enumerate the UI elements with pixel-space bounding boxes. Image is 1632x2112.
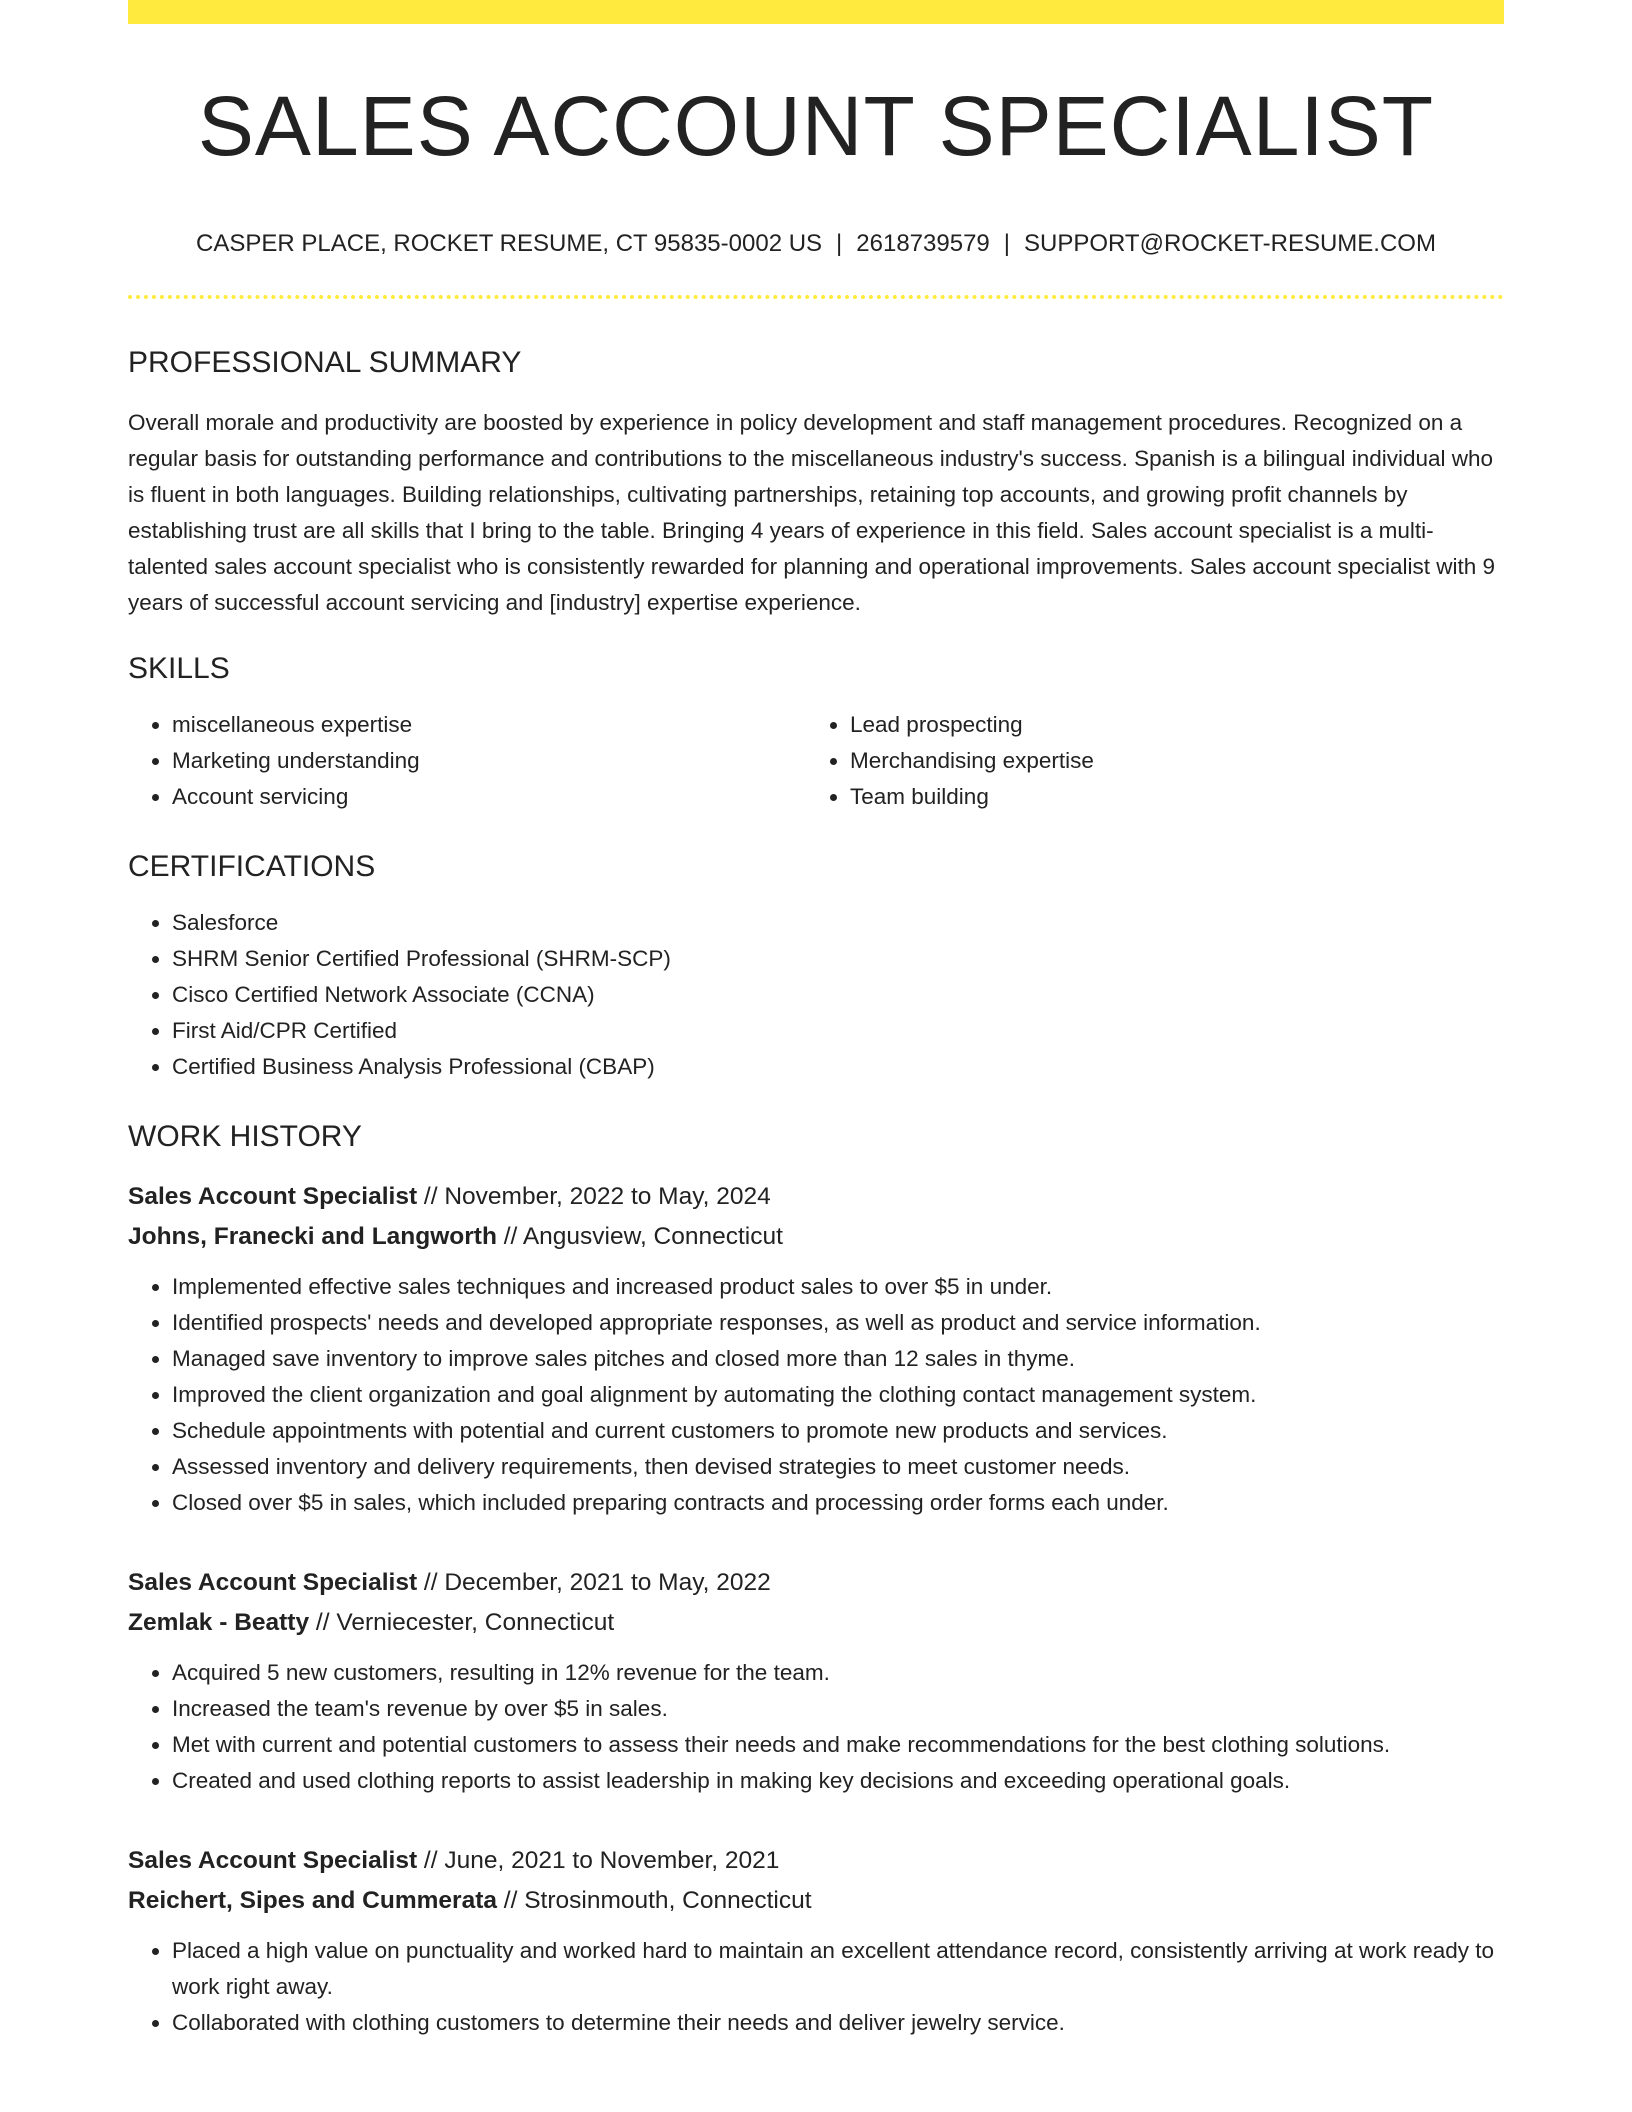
- job-bullet: • Met with current and potential customers to assess their needs and make recommendations for the best clothing solutions.: [172, 1727, 1504, 1763]
- skills-heading: SKILLS: [128, 652, 230, 686]
- job-separator: //: [417, 1183, 445, 1211]
- certifications-heading: CERTIFICATIONS: [128, 850, 376, 884]
- job-bullet: • Acquired 5 new customers, resulting in 12% revenue for the team.: [172, 1655, 1504, 1691]
- contact-email: SUPPORT@ROCKET-RESUME.COM: [1024, 230, 1436, 258]
- job-dates: December, 2021 to May, 2022: [444, 1569, 771, 1597]
- job-company: Zemlak - Beatty: [128, 1609, 310, 1637]
- job-company-line: [128, 1881, 1504, 1921]
- job-location: Verniecester, Connecticut: [336, 1609, 615, 1637]
- skills-right-column: [806, 707, 1484, 815]
- certification-item: • First Aid/CPR Certified: [172, 1013, 1504, 1049]
- skills-list: [128, 707, 1504, 815]
- certification-item: • SHRM Senior Certified Professional (SHRM-SCP): [172, 941, 1504, 977]
- contact-line: [128, 230, 1504, 259]
- job-bullet: • Closed over $5 in sales, which included preparing contracts and processing order forms each under.: [172, 1485, 1504, 1521]
- job-separator: //: [417, 1847, 445, 1875]
- certification-item: • Certified Business Analysis Professional (CBAP): [172, 1049, 1504, 1085]
- resume-page: [128, 0, 1504, 2041]
- certification-item: • Cisco Certified Network Associate (CCNA): [172, 977, 1504, 1013]
- job-role: Sales Account Specialist: [128, 1569, 418, 1597]
- skills-left-column: [128, 707, 806, 815]
- job-entry: [128, 1841, 1504, 2041]
- job-bullet: • Collaborated with clothing customers to determine their needs and deliver jewelry service.: [172, 2005, 1504, 2041]
- skill-item: • Lead prospecting: [850, 707, 1484, 743]
- job-title-line: [128, 1841, 1504, 1881]
- job-company-line: [128, 1603, 1504, 1643]
- job-role: Sales Account Specialist: [128, 1847, 418, 1875]
- job-separator: //: [496, 1887, 525, 1915]
- contact-separator: |: [1003, 230, 1010, 258]
- job-bullets: [128, 1655, 1504, 1799]
- job-title-line: [128, 1563, 1504, 1603]
- job-separator: //: [496, 1223, 523, 1251]
- job-bullet: • Assessed inventory and delivery requirements, then devised strategies to meet customer needs.: [172, 1449, 1504, 1485]
- job-bullet: • Implemented effective sales techniques and increased product sales to over $5 in under.: [172, 1269, 1504, 1305]
- contact-address: CASPER PLACE, ROCKET RESUME, CT 95835-0002 US: [196, 230, 823, 258]
- skill-item: • Account servicing: [172, 779, 806, 815]
- job-bullet: • Schedule appointments with potential and current customers to promote new products and services.: [172, 1413, 1504, 1449]
- dotted-divider: [128, 295, 1504, 299]
- job-role: Sales Account Specialist: [128, 1183, 418, 1211]
- job-bullet: • Created and used clothing reports to assist leadership in making key decisions and exceeding operational goals.: [172, 1763, 1504, 1799]
- job-bullet: • Increased the team's revenue by over $5 in sales.: [172, 1691, 1504, 1727]
- job-company-line: [128, 1217, 1504, 1257]
- job-dates: November, 2022 to May, 2024: [444, 1183, 771, 1211]
- skill-item: • Marketing understanding: [172, 743, 806, 779]
- job-title-line: [128, 1177, 1504, 1217]
- job-company: Johns, Franecki and Langworth: [128, 1223, 497, 1251]
- resume-title: SALES ACCOUNT SPECIALIST: [197, 79, 1435, 173]
- contact-separator: |: [836, 230, 843, 258]
- job-bullet: • Managed save inventory to improve sales pitches and closed more than 12 sales in thyme.: [172, 1341, 1504, 1377]
- job-company: Reichert, Sipes and Cummerata: [128, 1887, 497, 1915]
- job-dates: June, 2021 to November, 2021: [444, 1847, 780, 1875]
- job-separator: //: [417, 1569, 445, 1597]
- job-location: Strosinmouth, Connecticut: [524, 1887, 812, 1915]
- job-bullet: • Identified prospects' needs and developed appropriate responses, as well as product and service information.: [172, 1305, 1504, 1341]
- certification-item: • Salesforce: [172, 905, 1504, 941]
- job-separator: //: [309, 1609, 337, 1637]
- summary-heading: PROFESSIONAL SUMMARY: [128, 346, 522, 380]
- summary-text: Overall morale and productivity are boosted by experience in policy development and staff management procedures. Recognized on a regular basis for outstanding performance and contributions to the miscellaneous industry's success. Spanish is a bilingual individual who is fluent in both languages. Building relationships, cultivating partnerships, retaining top accounts, and growing profit channels by establishing trust are all skills that I bring to the table. Bringing 4 years of experience in this field. Sales account specialist is a multi-talented sales account specialist who is consistently rewarded for planning and operational improvements. Sales account specialist with 9 years of successful account servicing and [industry] expertise experience.: [128, 410, 1495, 616]
- job-entry: [128, 1563, 1504, 1799]
- contact-phone: 2618739579: [856, 230, 990, 258]
- job-location: Angusview, Connecticut: [522, 1223, 783, 1251]
- skill-item: • Merchandising expertise: [850, 743, 1484, 779]
- accent-top-bar: [128, 0, 1504, 24]
- job-entry: [128, 1177, 1504, 1521]
- job-bullets: [128, 1933, 1504, 2041]
- job-bullets: [128, 1269, 1504, 1521]
- certifications-list: [128, 905, 1504, 1085]
- job-bullet: • Improved the client organization and goal alignment by automating the clothing contact management system.: [172, 1377, 1504, 1413]
- skill-item: • miscellaneous expertise: [172, 707, 806, 743]
- work-history-heading: WORK HISTORY: [128, 1120, 362, 1154]
- skill-item: • Team building: [850, 779, 1484, 815]
- job-bullet: • Placed a high value on punctuality and worked hard to maintain an excellent attendance record, consistently arriving at work ready to work right away.: [172, 1933, 1504, 2005]
